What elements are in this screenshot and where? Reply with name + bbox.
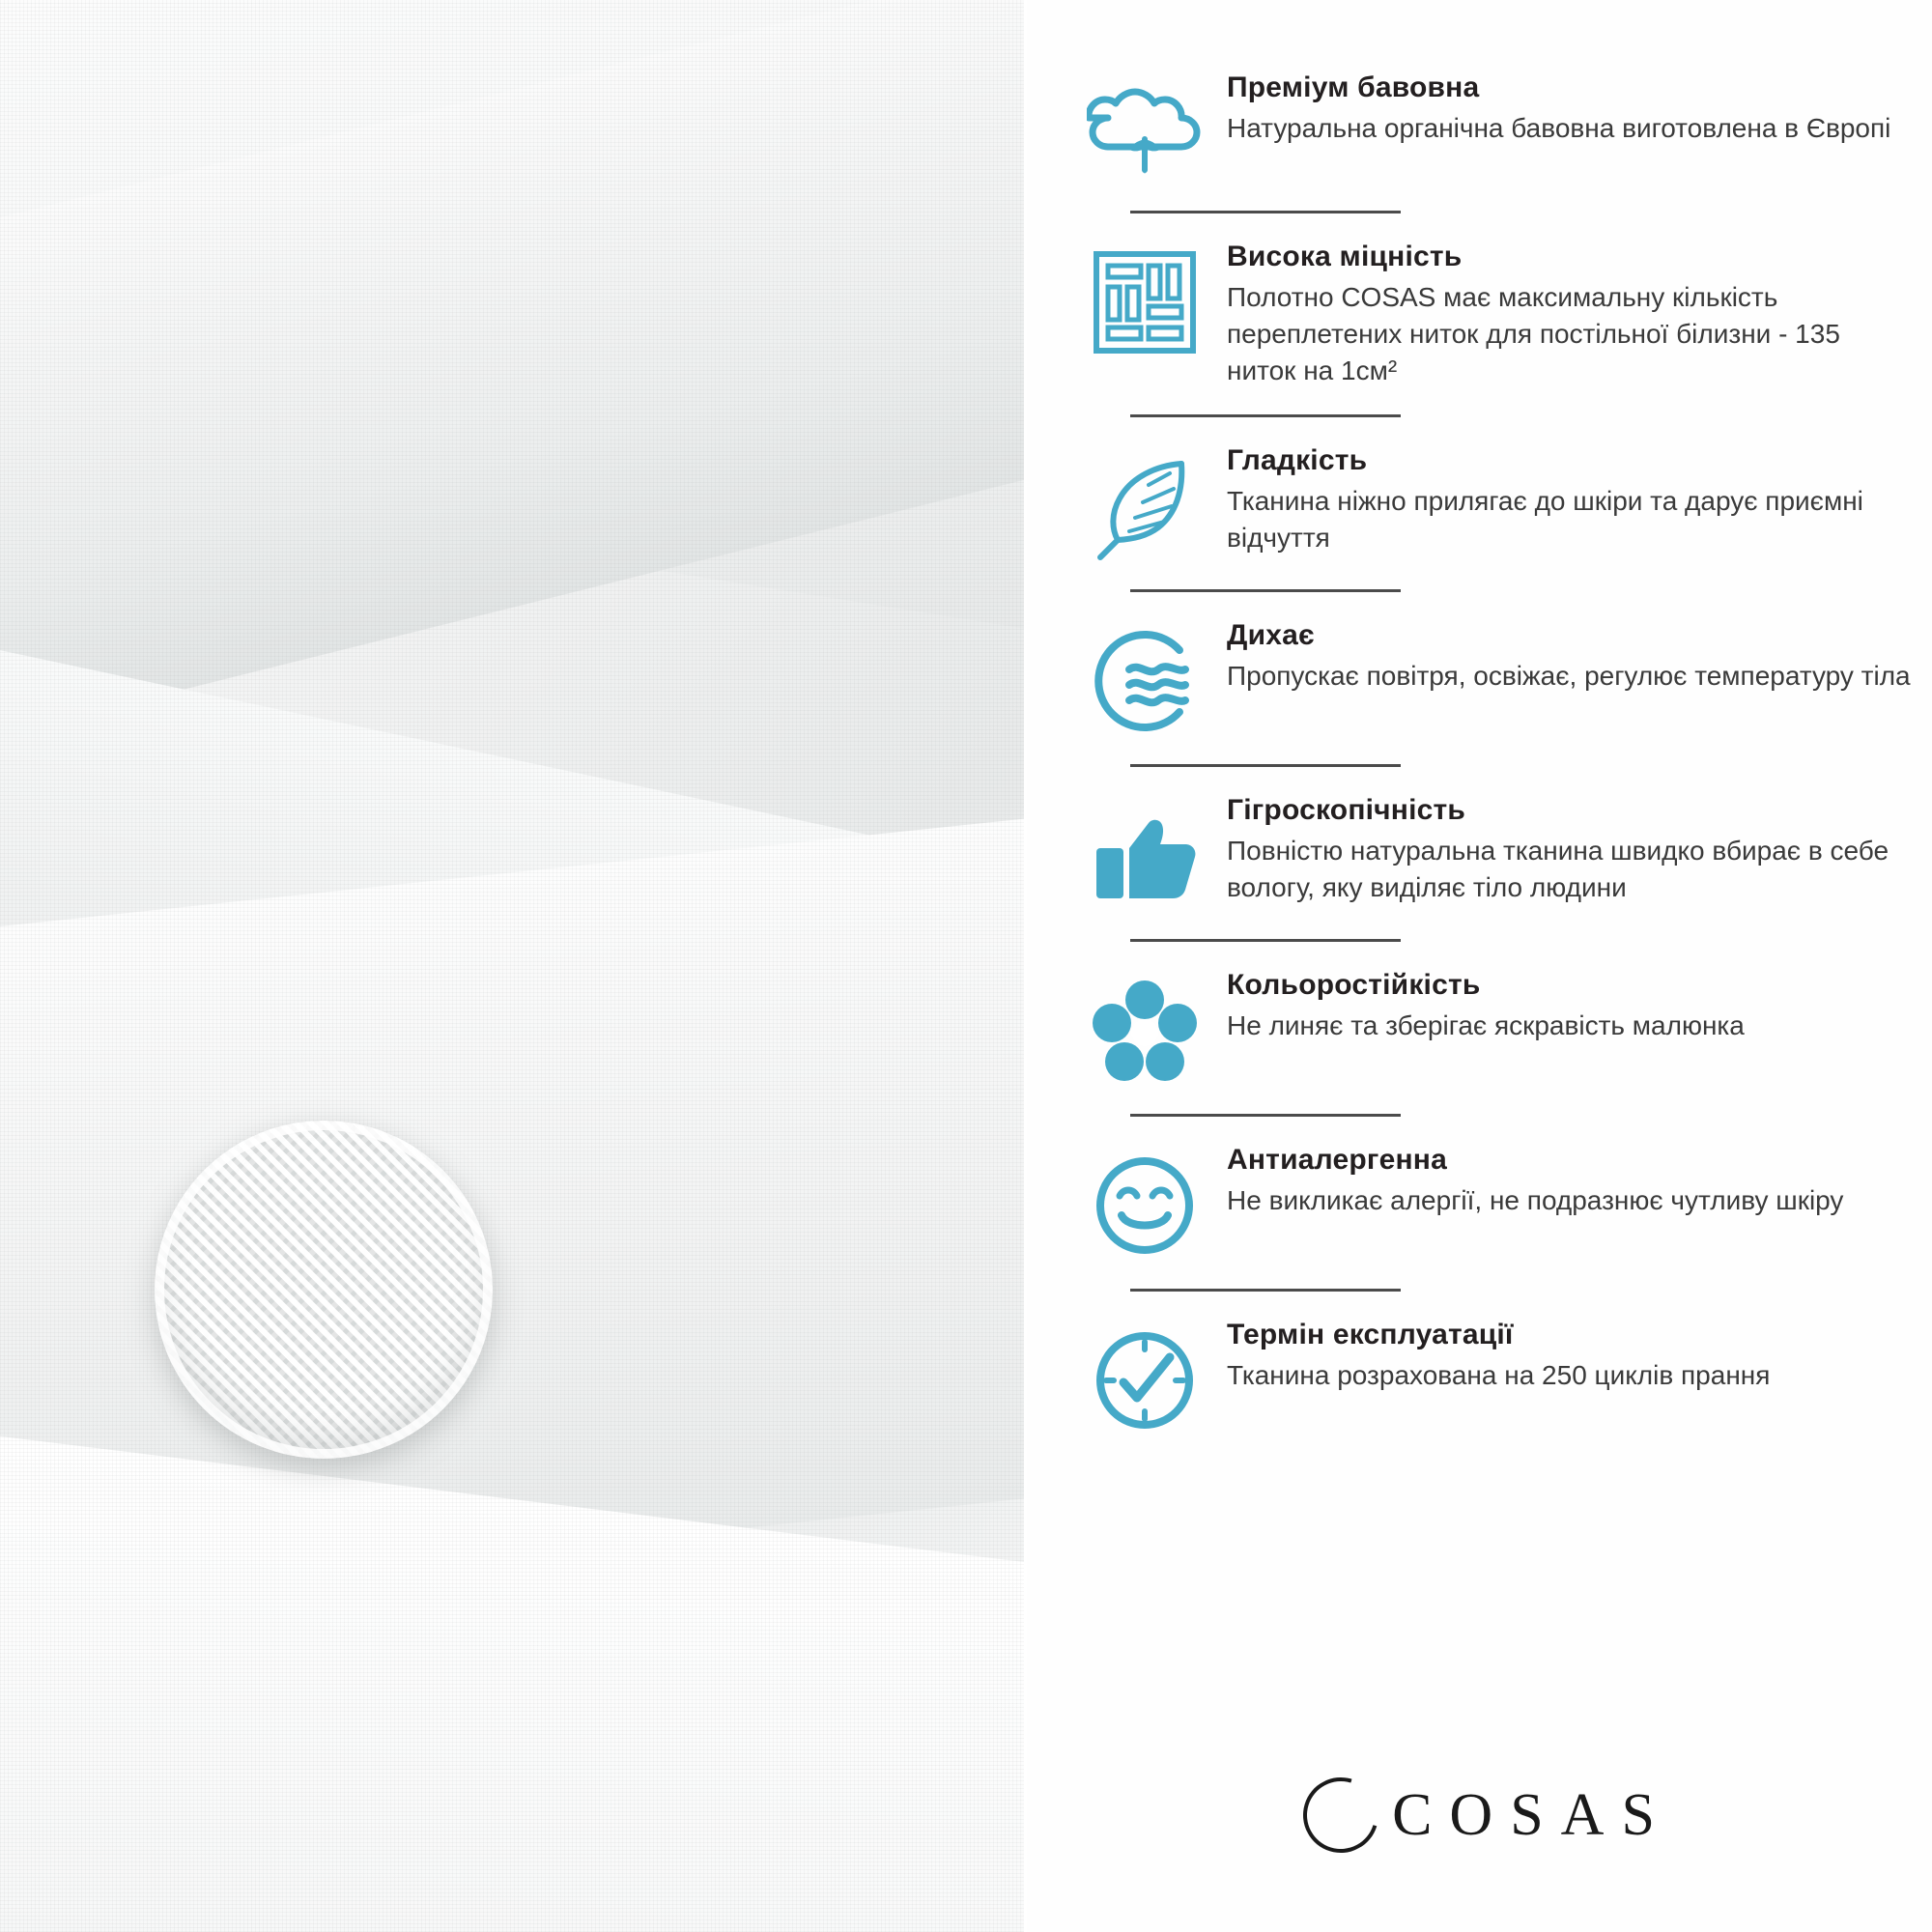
woven-threads-icon bbox=[1063, 239, 1227, 360]
thumbs-up-icon bbox=[1063, 792, 1227, 914]
feature-text bbox=[1227, 239, 1913, 389]
feature-item-smoothness bbox=[1063, 442, 1913, 564]
feature-title: Термін експлуатації bbox=[1227, 1319, 1514, 1351]
feature-text bbox=[1227, 792, 1913, 906]
feature-text bbox=[1227, 1317, 1913, 1394]
feature-description: Пропускає повітря, освіжає, регулює температуру тіла bbox=[1227, 661, 1911, 692]
circle-brush-ring-icon bbox=[1290, 1764, 1391, 1865]
brand-logo bbox=[1063, 1777, 1913, 1853]
feature-divider bbox=[1130, 211, 1401, 213]
feature-text bbox=[1227, 617, 1913, 695]
clock-check-icon bbox=[1063, 1317, 1227, 1438]
feather-icon bbox=[1063, 442, 1227, 564]
feature-divider bbox=[1130, 589, 1401, 592]
feature-item-hypoallergenic bbox=[1063, 1142, 1913, 1264]
air-flow-circle-icon bbox=[1063, 617, 1227, 739]
feature-item-hygroscopic bbox=[1063, 792, 1913, 914]
feature-title: Кольоростійкість bbox=[1227, 969, 1481, 1002]
feature-text bbox=[1227, 70, 1913, 147]
fabric-weave-closeup bbox=[155, 1121, 493, 1459]
feature-divider bbox=[1130, 414, 1401, 417]
feature-description: Не линяє та зберігає яскравість малюнка bbox=[1227, 1010, 1745, 1041]
panel-edge-divider bbox=[1024, 0, 1027, 1932]
feature-list bbox=[1063, 70, 1913, 1438]
feature-description: Не викликає алергії, не подразнює чутливу шкіру bbox=[1227, 1185, 1844, 1216]
feature-item-colorfast bbox=[1063, 967, 1913, 1089]
feature-divider bbox=[1130, 764, 1401, 767]
feature-description: Тканина ніжно прилягає до шкіри та дарує приємні відчуття bbox=[1227, 486, 1863, 554]
feature-title: Дихає bbox=[1227, 619, 1315, 652]
feature-item-service-life bbox=[1063, 1317, 1913, 1438]
feature-text bbox=[1227, 1142, 1913, 1219]
feature-item-breathable bbox=[1063, 617, 1913, 739]
feature-title: Преміум бавовна bbox=[1227, 71, 1480, 103]
feature-divider bbox=[1130, 1114, 1401, 1117]
feature-description: Повністю натуральна тканина швидко вбирає в себе вологу, яку виділяє тіло людини bbox=[1227, 836, 1889, 903]
feature-divider bbox=[1130, 939, 1401, 942]
flower-icon bbox=[1063, 967, 1227, 1089]
feature-description: Полотно COSAS має максимальну кількість переплетених ниток для постільної білизни - 135 ниток на 1см² bbox=[1227, 282, 1840, 386]
brand-name: COSAS bbox=[1392, 1781, 1672, 1848]
cotton-flower-icon bbox=[1063, 70, 1227, 182]
feature-title: Антиалергенна bbox=[1227, 1144, 1447, 1177]
feature-item-high-strength bbox=[1063, 239, 1913, 389]
feature-description: Натуральна органічна бавовна виготовлена в Європі bbox=[1227, 113, 1891, 143]
feature-text bbox=[1227, 967, 1913, 1044]
feature-divider bbox=[1130, 1289, 1401, 1292]
feature-item-premium-cotton bbox=[1063, 70, 1913, 185]
feature-title: Гладкість bbox=[1227, 444, 1368, 477]
feature-title: Висока міцність bbox=[1227, 241, 1463, 272]
feature-description: Тканина розрахована на 250 циклів прання bbox=[1227, 1360, 1771, 1391]
smiley-face-icon bbox=[1063, 1142, 1227, 1264]
feature-title: Гігроскопічність bbox=[1227, 794, 1466, 827]
feature-text bbox=[1227, 442, 1913, 556]
